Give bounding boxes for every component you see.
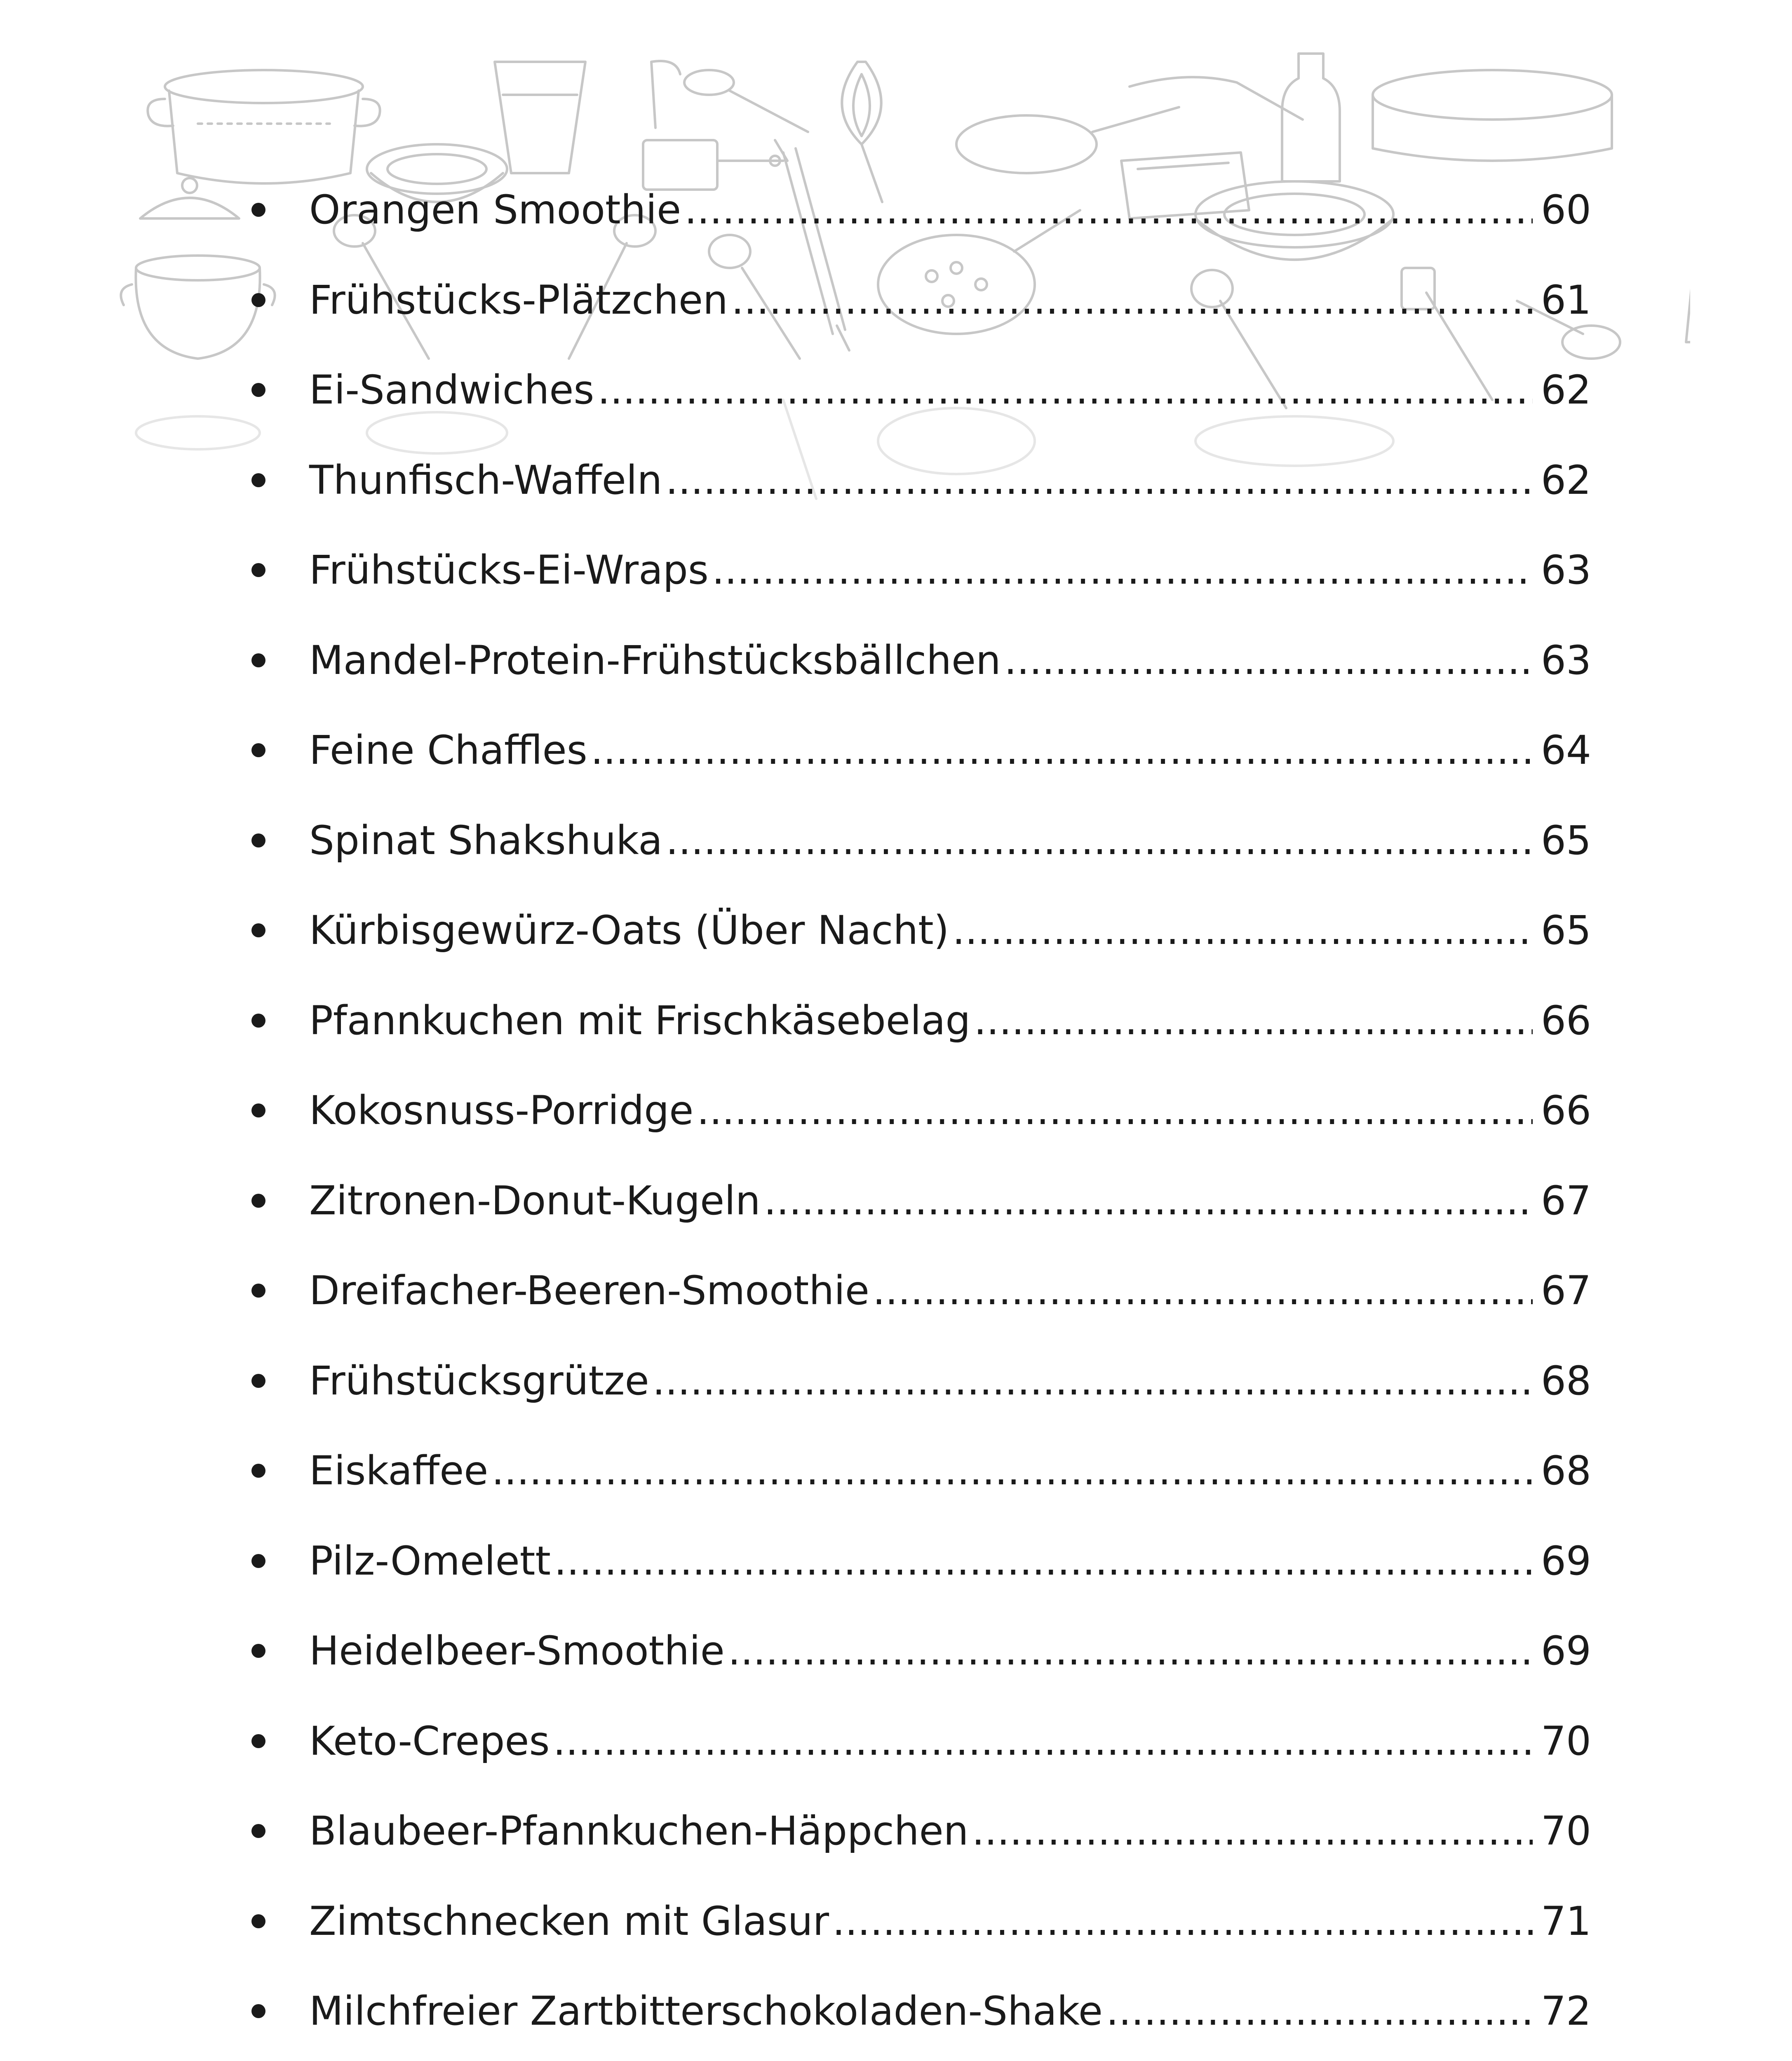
toc-item-page: 60 (1541, 187, 1591, 233)
dot-leader (832, 1901, 1533, 1941)
dot-leader (712, 550, 1533, 590)
bullet-icon (243, 563, 309, 577)
toc-item-title: Dreifacher-Beeren-Smoothie (309, 1268, 869, 1314)
toc-item-page: 66 (1541, 997, 1591, 1044)
dot-leader (952, 911, 1533, 950)
dot-leader (728, 1631, 1533, 1671)
toc-item[interactable] (243, 705, 1591, 796)
toc-item[interactable] (243, 1516, 1591, 1606)
toc-item-page: 70 (1541, 1808, 1591, 1854)
toc-item-title: Ei-Sandwiches (309, 367, 594, 413)
toc-item[interactable] (243, 525, 1591, 615)
bullet-icon (243, 1194, 309, 1208)
dot-leader (553, 1721, 1533, 1761)
toc-item-page: 72 (1541, 1988, 1591, 2035)
toc-item[interactable] (243, 885, 1591, 976)
toc-item-title: Pfannkuchen mit Frischkäsebelag (309, 997, 971, 1044)
toc-item-title: Feine Chaffles (309, 727, 587, 774)
bullet-icon (243, 1103, 309, 1117)
dot-leader (666, 821, 1533, 860)
dot-leader (697, 1091, 1533, 1130)
toc-item-page: 71 (1541, 1898, 1591, 1944)
toc-item-title: Zitronen-Donut-Kugeln (309, 1177, 761, 1224)
bullet-icon (243, 473, 309, 487)
toc-item-title: Eiskaffee (309, 1448, 489, 1494)
dot-leader (873, 1271, 1533, 1310)
bullet-icon (243, 923, 309, 937)
dot-leader (764, 1181, 1533, 1221)
dot-leader (1004, 641, 1533, 680)
toc-item[interactable] (243, 2056, 1591, 2061)
bullet-icon (243, 1734, 309, 1748)
bullet-icon (243, 1554, 309, 1568)
bullet-icon (243, 383, 309, 397)
toc-item[interactable] (243, 1696, 1591, 1786)
toc-item-title: Frühstücks-Plätzchen (309, 277, 728, 323)
dot-leader (974, 1001, 1533, 1040)
toc-item-title: Heidelbeer-Smoothie (309, 1628, 725, 1674)
bullet-icon (243, 1824, 309, 1838)
bullet-icon (243, 293, 309, 307)
toc-item-page: 67 (1541, 1177, 1591, 1224)
toc-item-page: 68 (1541, 1357, 1591, 1404)
toc-item[interactable] (243, 1876, 1591, 1967)
toc-item-page: 67 (1541, 1268, 1591, 1314)
toc-item-title: Frühstücksgrütze (309, 1357, 649, 1404)
toc-item[interactable] (243, 1426, 1591, 1516)
bullet-icon (243, 1374, 309, 1388)
toc-item-title: Frühstücks-Ei-Wraps (309, 547, 709, 594)
toc-item[interactable] (243, 1156, 1591, 1246)
toc-item-title: Zimtschnecken mit Glasur (309, 1898, 829, 1944)
toc-item-title: Spinat Shakshuka (309, 817, 663, 864)
dot-leader (972, 1811, 1533, 1851)
bullet-icon (243, 653, 309, 667)
bullet-icon (243, 1644, 309, 1658)
toc-item-title: Kokosnuss-Porridge (309, 1087, 694, 1134)
bullet-icon (243, 2004, 309, 2018)
dot-leader (1106, 1991, 1533, 2031)
toc-item-page: 63 (1541, 547, 1591, 594)
dot-leader (665, 460, 1532, 500)
toc-item[interactable] (243, 1786, 1591, 1876)
bullet-icon (243, 1284, 309, 1298)
frying-pan-icon (956, 107, 1179, 173)
toc-item[interactable] (243, 345, 1591, 435)
dot-leader (554, 1541, 1533, 1581)
toc-item-title: Mandel-Protein-Frühstücksbällchen (309, 637, 1001, 683)
toc-item-page: 63 (1541, 637, 1591, 683)
toc-item-page: 69 (1541, 1628, 1591, 1674)
bullet-icon (243, 1914, 309, 1928)
toc-item[interactable] (243, 1066, 1591, 1156)
toc-item-page: 61 (1541, 277, 1591, 323)
dot-leader (591, 730, 1533, 770)
cake-tin-icon (1373, 70, 1612, 161)
toc-item-page: 65 (1541, 817, 1591, 864)
toc-item-title: Thunfisch-Waffeln (309, 457, 662, 503)
toc-item-title: Kürbisgewürz-Oats (Über Nacht) (309, 907, 949, 954)
bullet-icon (243, 1014, 309, 1028)
table-of-contents (243, 165, 1591, 2061)
toc-item-title: Keto-Crepes (309, 1718, 550, 1764)
toc-item-page: 66 (1541, 1087, 1591, 1134)
toc-item[interactable] (243, 255, 1591, 345)
toc-item-page: 64 (1541, 727, 1591, 774)
measuring-spoon-icon (651, 61, 680, 128)
toc-item-title: Blaubeer-Pfannkuchen-Häppchen (309, 1808, 969, 1854)
toc-item-page: 68 (1541, 1448, 1591, 1494)
toc-item[interactable] (243, 1606, 1591, 1696)
dot-leader (491, 1451, 1533, 1491)
dot-leader (653, 1361, 1533, 1401)
toc-item[interactable] (243, 615, 1591, 706)
dot-leader (597, 370, 1532, 410)
dot-leader (684, 190, 1533, 230)
toc-item[interactable] (243, 976, 1591, 1066)
toc-item[interactable] (243, 1246, 1591, 1336)
bullet-icon (243, 833, 309, 847)
spoon-icon (684, 70, 808, 132)
toc-item[interactable] (243, 165, 1591, 255)
toc-item-page: 65 (1541, 907, 1591, 954)
toc-item-page: 62 (1541, 457, 1591, 503)
toc-item-title: Milchfreier Zartbitterschokoladen-Shake (309, 1988, 1103, 2035)
toc-item[interactable] (243, 796, 1591, 886)
bullet-icon (243, 1464, 309, 1478)
toc-item-page: 62 (1541, 367, 1591, 413)
lid-icon (140, 178, 239, 218)
toc-item[interactable] (243, 435, 1591, 526)
bottle-icon (1282, 54, 1340, 181)
toc-item[interactable] (243, 1966, 1591, 2056)
dot-leader (731, 280, 1533, 320)
toc-item-title: Pilz-Omelett (309, 1538, 551, 1584)
grater-icon (1686, 218, 1690, 342)
toc-item-page: 70 (1541, 1718, 1591, 1764)
bullet-icon (243, 743, 309, 757)
toc-item-page: 69 (1541, 1538, 1591, 1584)
toc-item-title: Orangen Smoothie (309, 187, 681, 233)
toc-item[interactable] (243, 1336, 1591, 1426)
glass-icon (495, 62, 585, 173)
bullet-icon (243, 203, 309, 217)
